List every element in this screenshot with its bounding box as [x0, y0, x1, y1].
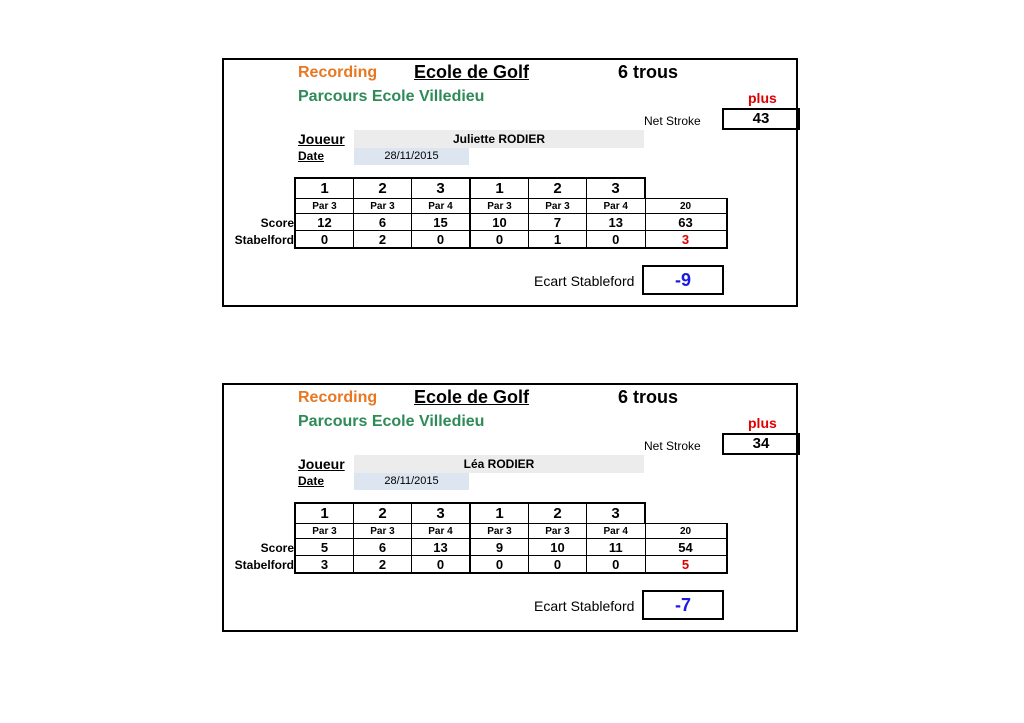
hole-number-row: [295, 503, 727, 524]
stableford-cell: 0: [412, 556, 471, 574]
par-cell: Par 4: [587, 524, 646, 539]
par-cell: Par 3: [470, 524, 529, 539]
stableford-cell: 0: [295, 231, 354, 249]
score-cell: 10: [470, 214, 529, 231]
par-row: [295, 524, 727, 539]
stableford-cell: 0: [470, 231, 529, 249]
hole-number: 2: [354, 178, 412, 199]
joueur-label: Joueur: [298, 131, 345, 147]
ecart-stableford-value: -7: [642, 590, 724, 620]
par-cell: Par 3: [295, 199, 354, 214]
hole-number: 1: [295, 503, 354, 524]
par-cell: Par 4: [587, 199, 646, 214]
score-cell: 11: [587, 539, 646, 556]
date-value: 28/11/2015: [354, 473, 469, 490]
par-cell: Par 3: [354, 199, 412, 214]
hole-number: 3: [587, 178, 646, 199]
course-name: Parcours Ecole Villedieu: [298, 88, 485, 105]
net-stroke-value: 34: [722, 433, 800, 455]
recording-label: Recording: [298, 64, 378, 81]
course-name: Parcours Ecole Villedieu: [298, 413, 485, 430]
total-header-cell: [645, 503, 727, 524]
stableford-cell: 0: [470, 556, 529, 574]
date-value: 28/11/2015: [354, 148, 469, 165]
plus-label: plus: [748, 415, 777, 431]
date-label: Date: [298, 474, 325, 488]
score-row-label: Score: [260, 216, 294, 230]
stableford-cell: 1: [529, 231, 587, 249]
par-row: [295, 199, 727, 214]
player-name: Juliette RODIER: [354, 130, 644, 148]
stableford-cell: 3: [295, 556, 354, 574]
score-cell: 10: [529, 539, 587, 556]
score-total: 54: [645, 539, 727, 556]
par-total: 20: [645, 199, 727, 214]
ecart-stableford-value: -9: [642, 265, 724, 295]
date-label: Date: [298, 149, 325, 163]
stableford-row-label: Stabelford: [234, 233, 294, 247]
stableford-cell: 0: [587, 556, 646, 574]
score-cell: 13: [587, 214, 646, 231]
par-cell: Par 3: [470, 199, 529, 214]
hole-number: 2: [529, 178, 587, 199]
stableford-row: [295, 556, 727, 574]
stableford-cell: 2: [354, 231, 412, 249]
score-table: [294, 502, 728, 574]
par-cell: Par 4: [412, 524, 471, 539]
par-cell: Par 3: [529, 199, 587, 214]
par-total: 20: [645, 524, 727, 539]
player-name: Léa RODIER: [354, 455, 644, 473]
hole-number: 3: [587, 503, 646, 524]
score-table: [294, 177, 728, 249]
ecart-stableford-label: Ecart Stableford: [534, 598, 635, 614]
school-title: Ecole de Golf: [414, 62, 530, 82]
total-header-cell: [645, 178, 727, 199]
score-cell: 13: [412, 539, 471, 556]
joueur-label: Joueur: [298, 456, 345, 472]
stableford-cell: 0: [529, 556, 587, 574]
score-row: [295, 214, 727, 231]
holes-title: 6 trous: [618, 62, 679, 82]
hole-number: 1: [470, 503, 529, 524]
school-title: Ecole de Golf: [414, 387, 530, 407]
hole-number: 2: [529, 503, 587, 524]
net-stroke-label: Net Stroke: [644, 439, 701, 453]
hole-number: 1: [470, 178, 529, 199]
score-cell: 7: [529, 214, 587, 231]
stableford-cell: 0: [412, 231, 471, 249]
scorecard: [222, 58, 798, 307]
par-cell: Par 3: [529, 524, 587, 539]
hole-number: 3: [412, 178, 471, 199]
stableford-row: [295, 231, 727, 249]
score-row-label: Score: [260, 541, 294, 555]
score-cell: 12: [295, 214, 354, 231]
scorecard: [222, 383, 798, 632]
stableford-row-label: Stabelford: [234, 558, 294, 572]
stableford-total: 3: [645, 231, 727, 249]
plus-label: plus: [748, 90, 777, 106]
net-stroke-label: Net Stroke: [644, 114, 701, 128]
par-cell: Par 3: [295, 524, 354, 539]
score-cell: 15: [412, 214, 471, 231]
net-stroke-value: 43: [722, 108, 800, 130]
score-total: 63: [645, 214, 727, 231]
stableford-cell: 0: [587, 231, 646, 249]
score-cell: 5: [295, 539, 354, 556]
ecart-stableford-label: Ecart Stableford: [534, 273, 635, 289]
hole-number: 1: [295, 178, 354, 199]
par-cell: Par 3: [354, 524, 412, 539]
score-cell: 6: [354, 539, 412, 556]
score-row: [295, 539, 727, 556]
score-cell: 9: [470, 539, 529, 556]
hole-number: 2: [354, 503, 412, 524]
hole-number: 3: [412, 503, 471, 524]
stableford-total: 5: [645, 556, 727, 574]
hole-number-row: [295, 178, 727, 199]
score-cell: 6: [354, 214, 412, 231]
stableford-cell: 2: [354, 556, 412, 574]
holes-title: 6 trous: [618, 387, 679, 407]
recording-label: Recording: [298, 389, 378, 406]
par-cell: Par 4: [412, 199, 471, 214]
